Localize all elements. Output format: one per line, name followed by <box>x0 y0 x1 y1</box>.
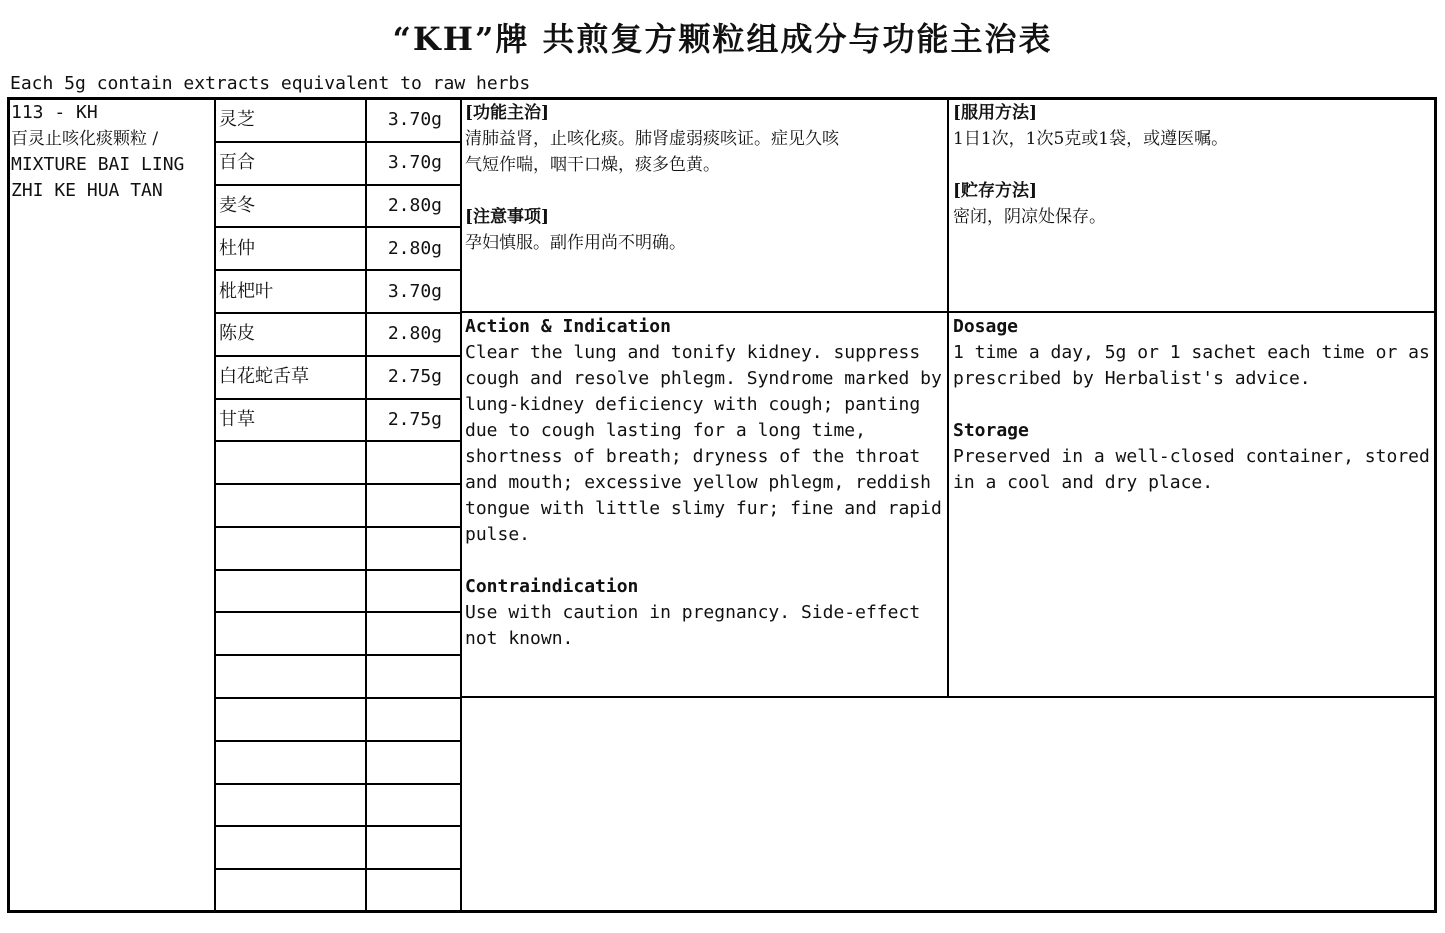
herb-name: 灵芝 <box>219 109 255 130</box>
indication-text: 清肺益肾，止咳化痰。肺肾虚弱痰咳证。症见久咳 <box>465 129 839 149</box>
indication-text: 气短作喘，咽干口燥，痰多色黄。 <box>465 155 720 175</box>
divider <box>214 483 462 485</box>
divider <box>214 654 462 656</box>
divider <box>214 611 462 613</box>
herb-name: 白花蛇舌草 <box>219 366 309 387</box>
herb-name: 枇杷叶 <box>219 281 273 302</box>
divider <box>214 868 462 870</box>
divider <box>214 569 462 571</box>
section-heading: [服用方法] <box>953 103 1038 123</box>
divider <box>460 311 1437 313</box>
section-heading: [功能主治] <box>465 103 550 123</box>
divider <box>460 696 1437 698</box>
section-heading: Action & Indication <box>465 316 671 337</box>
product-cell <box>11 100 211 204</box>
divider <box>214 697 462 699</box>
divider <box>214 740 462 742</box>
section-heading: Dosage <box>953 316 1019 337</box>
product-name-en: ZHI KE HUA TAN <box>11 180 163 201</box>
section-heading: Storage <box>953 420 1029 441</box>
herb-quantity: 2.75g <box>387 409 442 430</box>
cn-usage-block <box>953 100 1433 230</box>
herb-quantity: 3.70g <box>387 152 442 173</box>
section-heading: Contraindication <box>465 576 639 597</box>
product-name-cn: 百灵止咳化痰颗粒 / <box>11 129 159 149</box>
herb-quantity: 2.80g <box>387 238 442 259</box>
section-heading: [注意事项] <box>465 207 550 227</box>
indication-line: shortness of breath; dryness of the throat <box>465 446 921 467</box>
divider <box>214 825 462 827</box>
en-indication-block <box>465 314 945 652</box>
indication-line: pulse. <box>465 524 531 545</box>
divider <box>214 97 216 913</box>
en-usage-block <box>953 314 1433 496</box>
herb-name: 陈皮 <box>219 323 255 344</box>
herb-name: 杜仲 <box>219 238 255 259</box>
herb-name: 百合 <box>219 152 255 173</box>
indication-line: Clear the lung and tonify kidney. suppress <box>465 342 921 363</box>
page-title: “KH”牌 共煎复方颗粒组成分与功能主治表 <box>392 20 1053 58</box>
herb-quantity: 2.80g <box>387 195 442 216</box>
divider <box>214 783 462 785</box>
herb-name: 麦冬 <box>219 195 255 216</box>
product-name-en: MIXTURE BAI LING <box>11 154 185 175</box>
indication-line: and mouth; excessive yellow phlegm, reddish <box>465 472 931 493</box>
dosage-line: 1 time a day, 5g or 1 sachet each time or as <box>953 342 1430 363</box>
herb-quantity: 3.70g <box>387 109 442 130</box>
contraindication-line: Use with caution in pregnancy. Side-effect <box>465 602 921 623</box>
indication-line: due to cough lasting for a long time, <box>465 420 866 441</box>
herb-quantity: 3.70g <box>387 281 442 302</box>
divider <box>947 97 949 698</box>
product-code: 113 - KH <box>11 102 98 123</box>
herb-name: 甘草 <box>219 409 255 430</box>
caution-text: 孕妇慎服。副作用尚不明确。 <box>465 233 686 253</box>
herb-quantity: 2.80g <box>387 323 442 344</box>
indication-line: lung-kidney deficiency with cough; panting <box>465 394 921 415</box>
storage-text: 密闭，阴凉处保存。 <box>953 207 1106 227</box>
usage-text: 1日1次，1次5克或1袋，或遵医嘱。 <box>953 129 1229 149</box>
storage-line: Preserved in a well-closed container, stored <box>953 446 1430 467</box>
storage-line: in a cool and dry place. <box>953 472 1214 493</box>
indication-line: cough and resolve phlegm. Syndrome marked by <box>465 368 942 389</box>
cn-indication-block <box>465 100 945 256</box>
contraindication-line: not known. <box>465 628 574 649</box>
divider <box>214 526 462 528</box>
section-heading: [贮存方法] <box>953 181 1038 201</box>
subtitle: Each 5g contain extracts equivalent to raw herbs <box>10 73 531 94</box>
herb-quantity: 2.75g <box>387 366 442 387</box>
divider <box>365 97 367 913</box>
dosage-line: prescribed by Herbalist's advice. <box>953 368 1311 389</box>
indication-line: tongue with little slimy fur; fine and rapid <box>465 498 942 519</box>
divider <box>460 97 462 913</box>
